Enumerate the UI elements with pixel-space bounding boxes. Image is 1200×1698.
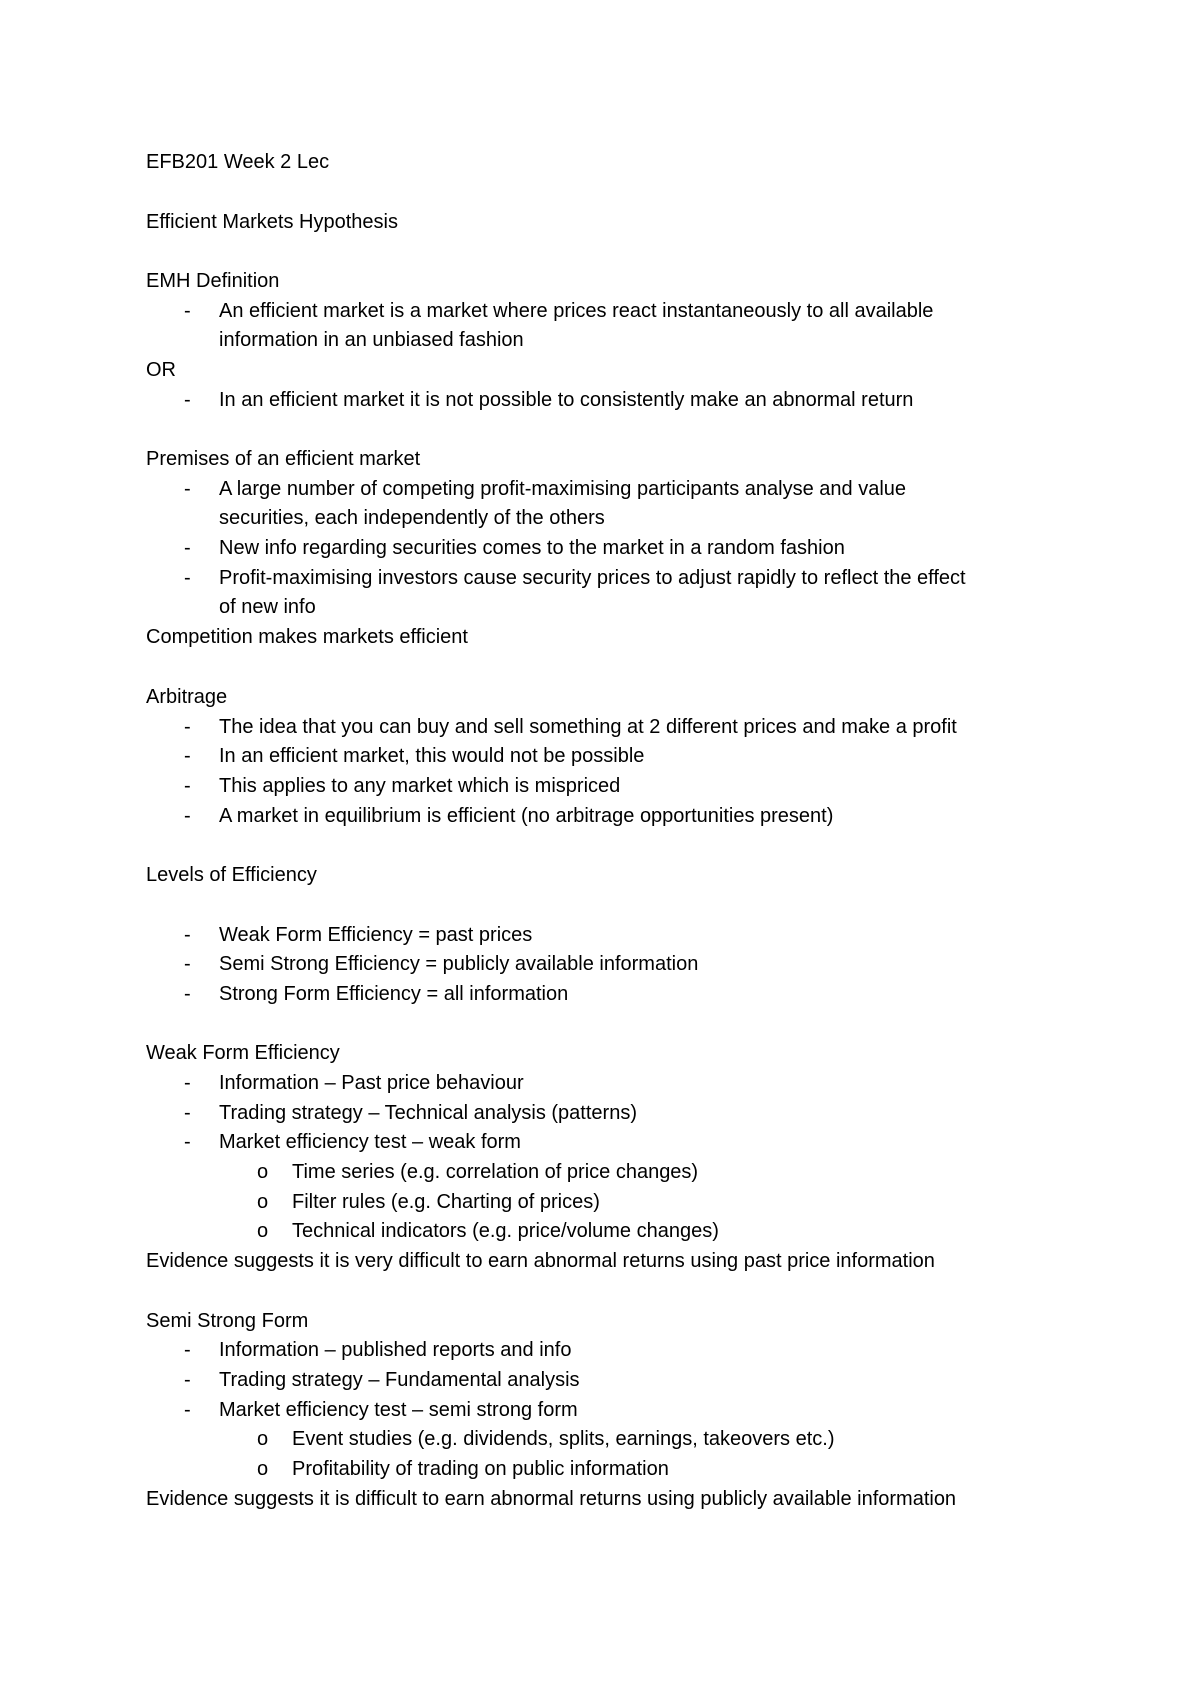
weak-subitem: Filter rules (e.g. Charting of prices) — [292, 1191, 600, 1213]
premises-item: New info regarding securities comes to the market in a random fashion — [219, 537, 845, 559]
bullet-marker: - — [184, 716, 191, 738]
emh-heading: EMH Definition — [146, 270, 280, 292]
bullet-marker: - — [184, 1131, 191, 1153]
levels-item: Strong Form Efficiency = all information — [219, 983, 569, 1005]
bullet-marker: - — [184, 1339, 191, 1361]
sub-bullet-marker: o — [257, 1428, 269, 1450]
bullet-marker: - — [184, 924, 191, 946]
arbitrage-heading: Arbitrage — [146, 686, 228, 708]
bullet-marker: - — [184, 745, 191, 767]
premises-item-cont: securities, each independently of the others — [219, 507, 605, 529]
bullet-marker: - — [184, 775, 191, 797]
semi-subitem: Event studies (e.g. dividends, splits, earnings, takeovers etc.) — [292, 1428, 835, 1450]
premises-item: Profit-maximising investors cause security prices to adjust rapidly to reflect the effect — [219, 567, 966, 589]
levels-heading: Levels of Efficiency — [146, 864, 317, 886]
arbitrage-item: A market in equilibrium is efficient (no arbitrage opportunities present) — [219, 805, 834, 827]
semi-item: Information – published reports and info — [219, 1339, 572, 1361]
sub-bullet-marker: o — [257, 1191, 269, 1213]
arbitrage-item: The idea that you can buy and sell something at 2 different prices and make a profit — [219, 716, 957, 738]
emh-item-cont: information in an unbiased fashion — [219, 329, 524, 351]
levels-item: Weak Form Efficiency = past prices — [219, 924, 533, 946]
weak-heading: Weak Form Efficiency — [146, 1042, 340, 1064]
bullet-marker: - — [184, 1102, 191, 1124]
bullet-marker: - — [184, 1399, 191, 1421]
semi-heading: Semi Strong Form — [146, 1310, 309, 1332]
topic-heading: Efficient Markets Hypothesis — [146, 211, 398, 233]
weak-subitem: Time series (e.g. correlation of price changes) — [292, 1161, 699, 1183]
sub-bullet-marker: o — [257, 1220, 269, 1242]
bullet-marker: - — [184, 389, 191, 411]
sub-bullet-marker: o — [257, 1458, 269, 1480]
weak-item: Information – Past price behaviour — [219, 1072, 524, 1094]
emh-item: An efficient market is a market where prices react instantaneously to all available — [219, 300, 934, 322]
bullet-marker: - — [184, 300, 191, 322]
bullet-marker: - — [184, 1369, 191, 1391]
weak-item: Trading strategy – Technical analysis (patterns) — [219, 1102, 637, 1124]
emh-or: OR — [146, 359, 176, 381]
semi-item: Trading strategy – Fundamental analysis — [219, 1369, 580, 1391]
semi-item: Market efficiency test – semi strong form — [219, 1399, 578, 1421]
bullet-marker: - — [184, 1072, 191, 1094]
premises-heading: Premises of an efficient market — [146, 448, 421, 470]
document-title: EFB201 Week 2 Lec — [146, 151, 330, 173]
weak-evidence: Evidence suggests it is very difficult to earn abnormal returns using past price information — [146, 1250, 935, 1272]
emh-item: In an efficient market it is not possible to consistently make an abnormal return — [219, 389, 914, 411]
premises-item-cont: of new info — [219, 596, 316, 618]
premises-item: A large number of competing profit-maximising participants analyse and value — [219, 478, 907, 500]
arbitrage-item: This applies to any market which is mispriced — [219, 775, 621, 797]
bullet-marker: - — [184, 805, 191, 827]
bullet-marker: - — [184, 567, 191, 589]
arbitrage-item: In an efficient market, this would not be possible — [219, 745, 645, 767]
sub-bullet-marker: o — [257, 1161, 269, 1183]
bullet-marker: - — [184, 537, 191, 559]
bullet-marker: - — [184, 478, 191, 500]
bullet-marker: - — [184, 953, 191, 975]
weak-item: Market efficiency test – weak form — [219, 1131, 521, 1153]
semi-subitem: Profitability of trading on public information — [292, 1458, 669, 1480]
premises-conclusion: Competition makes markets efficient — [146, 626, 468, 648]
semi-evidence: Evidence suggests it is difficult to earn abnormal returns using publicly available information — [146, 1488, 957, 1510]
levels-item: Semi Strong Efficiency = publicly available information — [219, 953, 699, 975]
weak-subitem: Technical indicators (e.g. price/volume changes) — [292, 1220, 719, 1242]
bullet-marker: - — [184, 983, 191, 1005]
